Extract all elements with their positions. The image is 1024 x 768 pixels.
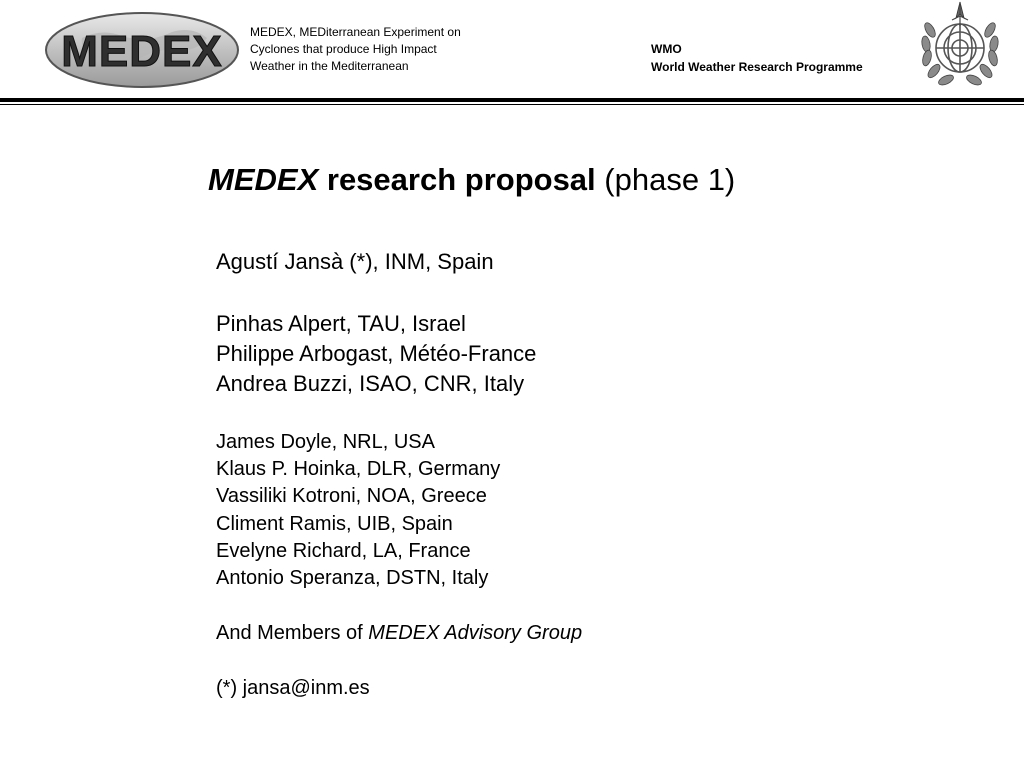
lead-author: Agustí Jansà (*), INM, Spain [216, 249, 494, 274]
title-main: research proposal [326, 162, 596, 197]
advisory-group-name: MEDEX Advisory Group [368, 622, 583, 645]
description-line: MEDEX, MEDiterranean Experiment on [250, 25, 461, 39]
description-line: Weather in the Mediterranean [250, 59, 409, 73]
author-item: James Doyle, NRL, USA [216, 431, 435, 453]
wmo-label [651, 40, 863, 76]
title-medex: MEDEX [208, 162, 319, 197]
author-item: Andrea Buzzi, ISAO, CNR, Italy [216, 371, 525, 396]
author-group-secondary [216, 429, 582, 592]
author-item: Pinhas Alpert, TAU, Israel [216, 311, 466, 336]
medex-logo-text: MEDEX [61, 27, 223, 76]
title-phase: (phase 1) [604, 162, 736, 197]
header-divider-thick [0, 98, 1024, 102]
author-item: Vassiliki Kotroni, NOA, Greece [216, 485, 487, 508]
slide-title [208, 162, 735, 198]
author-item: Evelyne Richard, LA, France [216, 539, 471, 562]
author-list [216, 247, 582, 702]
wmo-acronym: WMO [651, 42, 682, 56]
advisory-prefix: And Members of [216, 622, 363, 645]
wmo-programme: World Weather Research Programme [651, 60, 863, 74]
author-item: Klaus P. Hoinka, DLR, Germany [216, 458, 501, 481]
contact-email: (*) jansa@inm.es [216, 677, 370, 700]
header-divider-thin [0, 104, 1024, 105]
medex-logo [42, 10, 242, 90]
author-item: Climent Ramis, UIB, Spain [216, 512, 453, 535]
slide-header [0, 0, 1024, 108]
author-item: Antonio Speranza, DSTN, Italy [216, 567, 489, 590]
description-line: Cyclones that produce High Impact [250, 42, 437, 56]
un-wreath-emblem-icon [914, 0, 1006, 92]
author-item: Philippe Arbogast, Météo-France [216, 341, 537, 366]
advisory-group-line [216, 620, 582, 647]
author-group-primary [216, 309, 582, 399]
medex-description [250, 24, 550, 75]
